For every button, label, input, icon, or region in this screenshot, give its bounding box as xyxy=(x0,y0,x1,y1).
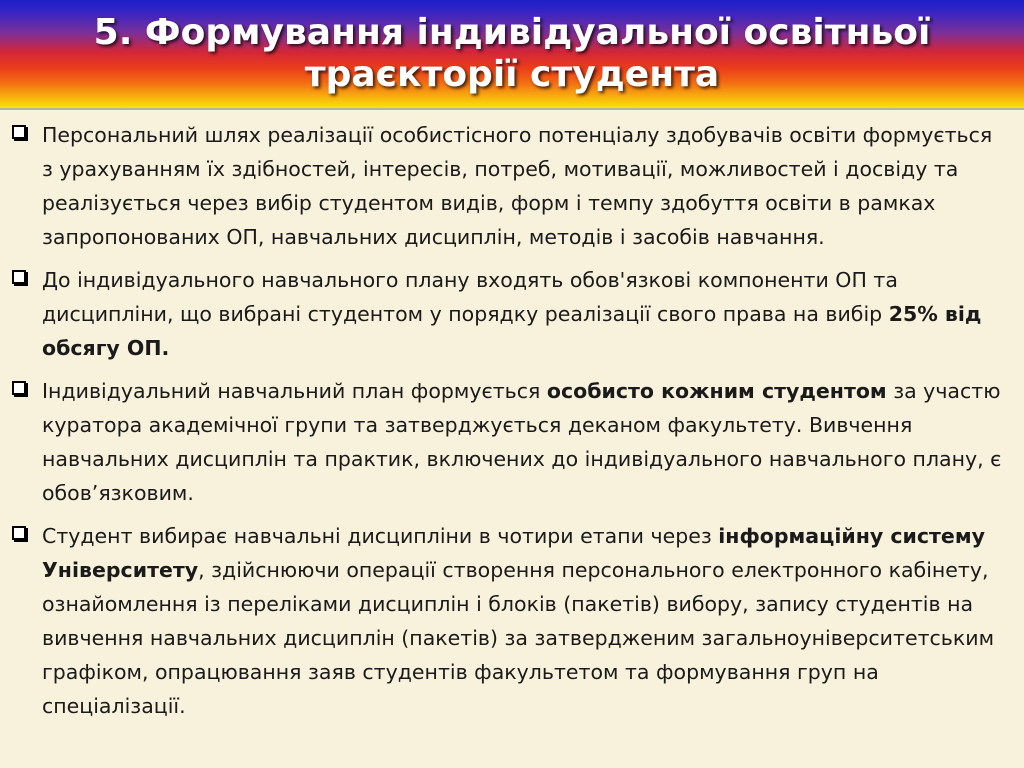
bullet-text-emphasis: 25% від обсягу ОП. xyxy=(42,302,982,360)
bullet-text-emphasis: інформаційну систему Університету xyxy=(42,524,985,582)
bullet-text-segment: До індивідуального навчального плану входять обов'язкові компоненти ОП та дисципліни, що вибрані студентом у порядку реалізації свого права на вибір xyxy=(42,268,898,326)
bullet-text-segment: за участю куратора академічної групи та затверджується деканом факультету. Вивчення навчальних дисциплін та практик, включених до індивідуального навчального плану, є обов’язковим. xyxy=(42,379,1002,505)
bullet-text xyxy=(42,118,1002,254)
bullet-text-segment: Студент вибирає навчальні дисципліни в чотири етапи через xyxy=(42,524,719,548)
slide-content xyxy=(0,108,1024,768)
slide-title-line-1: 5. Формування індивідуальної освітньої xyxy=(93,12,931,53)
bullet-item-2 xyxy=(12,263,1002,365)
bullet-text-segment: Індивідуальний навчальний план формується xyxy=(42,379,547,403)
bullet-text-segment: Персональний шлях реалізації особистісного потенціалу здобувачів освіти формується з урахуванням їх здібностей, інтересів, потреб, мотивації, можливостей і досвіду та реалізується через вибір студентом видів, форм і темпу здобуття освіти в рамках запропонованих ОП, навчальних дисциплін, методів і засобів навчання. xyxy=(42,123,993,249)
checkbox-icon xyxy=(12,381,26,395)
checkbox-icon xyxy=(12,526,26,540)
bullet-item-1 xyxy=(12,118,1002,254)
checkbox-icon xyxy=(12,125,26,139)
bullet-text xyxy=(42,374,1002,510)
slide-title xyxy=(32,12,992,96)
bullet-item-3 xyxy=(12,374,1002,510)
bullet-text-emphasis: особисто кожним студентом xyxy=(546,379,887,403)
slide-title-line-2: траєкторії студента xyxy=(304,54,720,95)
checkbox-icon xyxy=(12,270,26,284)
title-banner xyxy=(0,0,1024,108)
bullet-item-4 xyxy=(12,519,1002,723)
bullet-text xyxy=(42,263,1002,365)
bullet-text xyxy=(42,519,1002,723)
bullet-text-segment: , здійснюючи операції створення персонального електронного кабінету, ознайомлення із переліками дисциплін і блоків (пакетів) вибору, запису студентів на вивчення навчальних дисциплін (пакетів) за затвердженим загальноуніверситетським графіком, опрацювання заяв студентів факультетом та формування груп на спеціалізації. xyxy=(42,558,995,718)
